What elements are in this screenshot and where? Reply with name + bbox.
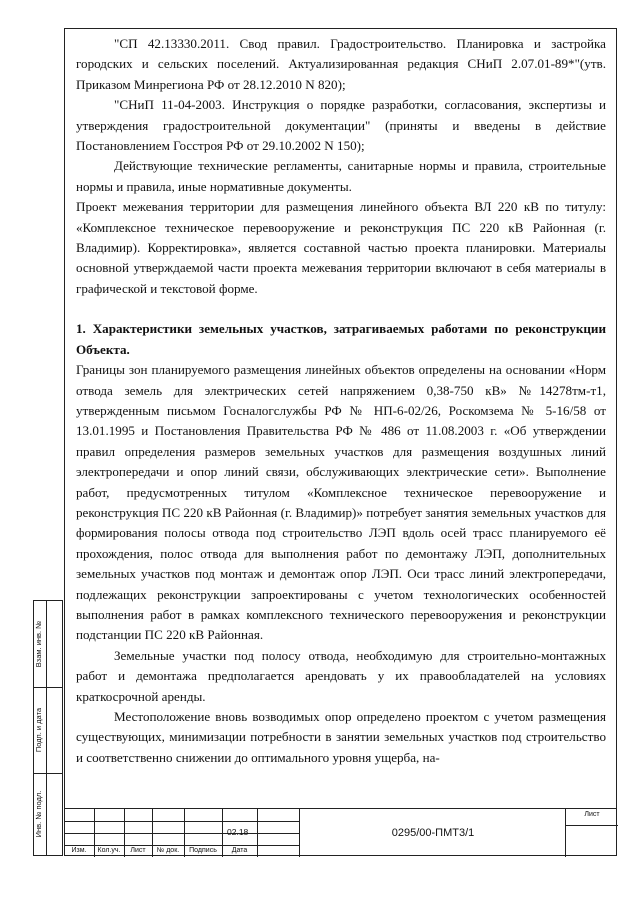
paragraph: Местоположение вновь возводимых опор определено проектом с учетом размещения существующих, минимизации потребности в занятии земельных участков под строительство и соответственно снижении до оптимального уровня ущерба, на-: [76, 709, 606, 765]
stamp-header-izm: Изм.: [71, 847, 87, 854]
paragraph: Земельные участки под полосу отвода, необходимую для строительно-монтажных работ и демонтажа предполагается арендовать у их правообладателей на условиях краткосрочной аренды.: [76, 647, 606, 704]
paragraph: "СП 42.13330.2011. Свод правил. Градостроительство. Планировка и застройка городских и сельских поселений. Актуализированная редакция СНиП 2.07.01-89*"(утв. Приказом Минрегиона РФ от 28.12.2010 N 820);: [76, 36, 606, 92]
paragraph: "СНиП 11-04-2003. Инструкция о порядке разработки, согласования, экспертизы и утверждения градостроительной документации" (приняты и введены в действие Постановлением Госстроя РФ от 29.10.2002 N 150);: [76, 97, 606, 154]
stamp-header-podpis: Подпись: [189, 847, 217, 854]
sheet-cell: [565, 809, 618, 857]
paragraph: Действующие технические регламенты, санитарные нормы и правила, строительные нормы и правила, иные нормативные документы.: [76, 158, 606, 194]
title-block: [64, 808, 617, 856]
side-stamp: [33, 600, 63, 856]
stamp-header-list: Лист: [130, 847, 146, 854]
vzam-inv-label: Взам. инв. №: [34, 620, 43, 668]
title-block-grid: [64, 809, 299, 857]
podp-data-label: Подп. и дата: [34, 707, 43, 753]
section-heading: 1. Характеристики земельных участков, затрагиваемых работами по реконструкции Объекта.: [76, 321, 606, 357]
paragraph: Проект межевания территории для размещения линейного объекта ВЛ 220 кВ по титулу: «Комплексное техническое перевооружение и реконструкция ПС 220 кВ Районная (г. Владимир). Корректировка», является составной частью проекта планировки. Материалы основной утверждаемой части проекта межевания территории включают в себя материалы в графической и текстовой форме.: [76, 199, 606, 296]
document-body: [76, 34, 606, 768]
document-code: 0295/00-ПМТ3/1: [299, 809, 566, 857]
stamp-date: 02.18: [227, 827, 249, 837]
stamp-header-data: Дата: [231, 847, 248, 854]
stamp-header-kol: Кол.уч.: [97, 847, 121, 854]
paragraph: Границы зон планируемого размещения линейных объектов определены на основании «Норм отвода земель для электрических сетей напряжением 0,38-750 кВ» №14278тм-т1, утвержденным письмом Госналогслужбы РФ № НП-6-02/26, Роскомзема № 5-16/58 от 13.01.1995 и Постановления Правительства РФ № 486 от 11.08.2003 г. «Об утверждении правил определения размеров земельных участков для размещения воздушных линий электропередачи и опор линий связи, обслуживающих электрические сети». Выполнение работ, предусмотренных титулом «Комплексное техническое перевооружение и реконструкция ПС 220 кВ Районная (г. Владимир)» потребует занятия земельных участков для формирования полосы отвода под строительство ЛЭП вдоль осей трасс планируемого её прохождения, полос отвода для выполнения работ по демонтажу ЛЭП, дополнительных земельных участков под монтаж и демонтаж опор ЛЭП. Оси трасс линий электропередачи, подлежащих реконструкции запроектированы с учетом технологических особенностей выполнения работ в рамках комплексного технического перевооружения и реконструкции подстанции ПС 220 кВ Районная.: [76, 362, 606, 643]
inv-podl-label: Инв. № подл.: [34, 790, 43, 838]
stamp-header-doc: № док.: [156, 847, 180, 854]
sheet-label: Лист: [566, 811, 618, 826]
